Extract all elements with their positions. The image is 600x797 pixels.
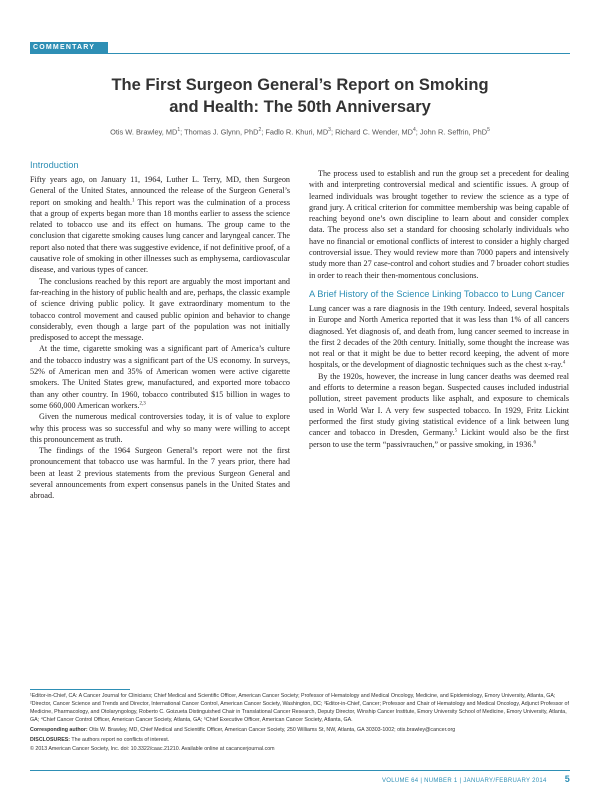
paragraph: By the 1920s, however, the increase in lung cancer deaths was deemed real and efforts to determine a reason began. Suspected causes included industrial pollution, street pavement products like asphalt, and exposure to chemicals used in World War I. A very few suspected tobacco. In 1929, Fritz Lickint performed the first study giving statistical evidence of a link between lung cancer and tobacco in Dresden, Germany.$^5$ Lickint would also be the first person to use the term “passivrauchen,” or passive smoking, in 1936.$^6$ [309, 371, 569, 449]
corresponding-author [30, 727, 570, 735]
author-affiliation-mark: 3 [328, 127, 331, 133]
intro-heading: Introduction [30, 160, 79, 170]
paragraph: Lung cancer was a rare diagnosis in the 19th century. Indeed, several hospitals in Europe and North America reported that it was less than 1% of all cancers diagnosed. Yet diagnosis of, and death from, lung cancer seemed to increase in the first 2 decades of the 20th century. Initially, some thought the increase was not real or that it might be due to better record keeping, the advent of more hospitals, or the development of diagnostic techniques such as the chest x-ray.$^4$ [309, 303, 569, 370]
right-body [309, 168, 569, 281]
page-number: 5 [564, 774, 570, 784]
author-name: Richard C. Wender, MD [335, 127, 413, 137]
disclosures-text: The authors report no conflicts of interest. [70, 736, 170, 743]
disclosures [30, 737, 570, 745]
paragraph: At the time, cigarette smoking was a significant part of America’s culture and the tobacco industry was a significant part of the US economy. In surveys, 52% of American men and 35% of American women were active cigarette smokers. The United States grew, manufactured, and exported more tobacco than any other country. In 1960, tobacco contributed $15 billion in wages to some 660,000 American workers.$^{2,3}$ [30, 344, 290, 410]
paragraph: The findings of the 1964 Surgeon General’s report were not the first pronouncement that tobacco use was harmful. In the 7 years prior, there had been at least 2 previous statements from the previous Surgeon General and several announcements from expert consensus panels in the United States and abroad. [30, 446, 290, 501]
left-column [30, 160, 290, 502]
footnotes [30, 693, 570, 756]
author-name: Fadlo R. Khuri, MD [265, 127, 329, 137]
author-affiliation-mark: 5 [487, 127, 490, 133]
right-column [309, 168, 569, 450]
author-list: Otis W. Brawley, $MD^1$; Thomas J. Glynn, PhD$^2$; Fadlo R. Khuri, $MD^3$; Richard C. Wender, $MD^4$; John R. Seffrin, PhD$^5$ [110, 127, 490, 137]
history-body [309, 303, 569, 450]
author-affiliation-mark: 1 [177, 127, 181, 133]
paragraph: The process used to establish and run the group set a precedent for dealing with and interpreting controversial medical and scientific issues. A group of learned individuals was brought together to review the science as a type of grand jury. A critical criterion for committee membership was being capable of reaching beyond one’s own discipline to learn about and consider complex data. The process also set a standard for choosing scholarly individuals who have no financial or emotional conflicts of interest to consider a highly charged controversial issue. They would review more than 7000 papers and intensively study more than 27 case-control and cohort studies and 7 broader cohort studies in order to reach their then-momentous conclusions. [309, 169, 569, 280]
left-body [30, 174, 290, 502]
disclosures-label: DISCLOSURES: [30, 736, 71, 743]
copyright: © 2013 American Cancer Society, Inc. doi: 10.3322/caac.21210. Available online at cacancerjournal.com [30, 746, 275, 753]
author-affiliation-mark: 2 [258, 127, 262, 133]
article-title [60, 74, 540, 118]
affiliations: ¹Editor-in-Chief, CA: A Cancer Journal for Clinicians; Chief Medical and Scientific Officer, American Cancer Society; Professor of Hematology and Medical Oncology, Medicine, and Epidemiology, Emory University, Atlanta, GA; ²Director, Cancer Science and Trends and Director, International Cancer Control, American Cancer Society, Washington, DC; ³Editor-in-Chief, Cancer; Professor and Chair of Hematology and Medical Oncology, Adjunct Professor of Medicine, Pharmacology, and Otolaryngology, Roberto C. Goizueta Distinguished Chair in Translational Cancer Research, Deputy Director, Winship Cancer Institute, Emory University School of Medicine, Emory University, Atlanta, GA; ⁴Chief Cancer Control Officer, American Cancer Society, Atlanta, GA; ⁵Chief Executive Officer, American Cancer Society, Atlanta, GA. [30, 693, 569, 723]
history-heading: A Brief History of the Science Linking Tobacco to Lung Cancer [309, 288, 565, 299]
section-label: COMMENTARY [30, 42, 108, 53]
title-line-2: and Health: The 50th Anniversary [169, 98, 431, 116]
citation: 6 [533, 439, 537, 445]
paragraph: The conclusions reached by this report are arguably the most important and far-reaching in the history of public health and are, perhaps, the classic example of science driving public policy. It gave extraordinary momentum to the tobacco control movement and caused public opinion and behavior to change considerably, even though a large part of the population was not initially predisposed to accept the message. [30, 276, 290, 343]
citation: 5 [454, 428, 458, 434]
issue-info: VOLUME 64 | NUMBER 1 | JANUARY/FEBRUARY 2014 [381, 778, 547, 784]
corresponding-label: Corresponding author: [30, 726, 88, 733]
citation: 4 [562, 360, 566, 366]
author-affiliation-mark: 4 [412, 127, 416, 133]
citation: 1 [131, 197, 135, 203]
corresponding-text: Otis W. Brawley, MD, Chief Medical and Scientific Officer, American Cancer Society, 250 Williams St, NW, Atlanta, GA 30303-1002; otis.brawley@cancer.org [87, 726, 456, 733]
author-name: John R. Seffrin, PhD [419, 127, 488, 137]
citation: 2,3 [139, 401, 146, 407]
section-rule [30, 53, 570, 54]
paragraph: Given the numerous medical controversies today, it is of value to explore why this process was so successful and why so many were willing to accept this pronouncement as truth. [30, 412, 290, 444]
paragraph: Fifty years ago, on January 11, 1964, Luther L. Terry, MD, then Surgeon General of the United States, announced the release of the Surgeon General’s report on smoking and health.$^1$ This report was the culmination of a process that a group of experts began more than 18 months earlier to assess the science related to tobacco use and its effect on humans. The group came to the conclusion that cigarette smoking causes lung cancer and laryngeal cancer. The report also noted that there was suggestive evidence, if not definitive proof, of a causative role of smoking in other illnesses such as emphysema, cardiovascular disease, and various types of cancer. [30, 175, 290, 275]
title-line-1: The First Surgeon General’s Report on Smoking [111, 76, 489, 94]
author-name: Thomas J. Glynn, PhD [184, 127, 259, 137]
footnote-rule [30, 689, 130, 690]
footer-rule [30, 770, 570, 771]
author-name: Otis W. Brawley, MD [110, 127, 178, 137]
page-footer [382, 774, 570, 784]
